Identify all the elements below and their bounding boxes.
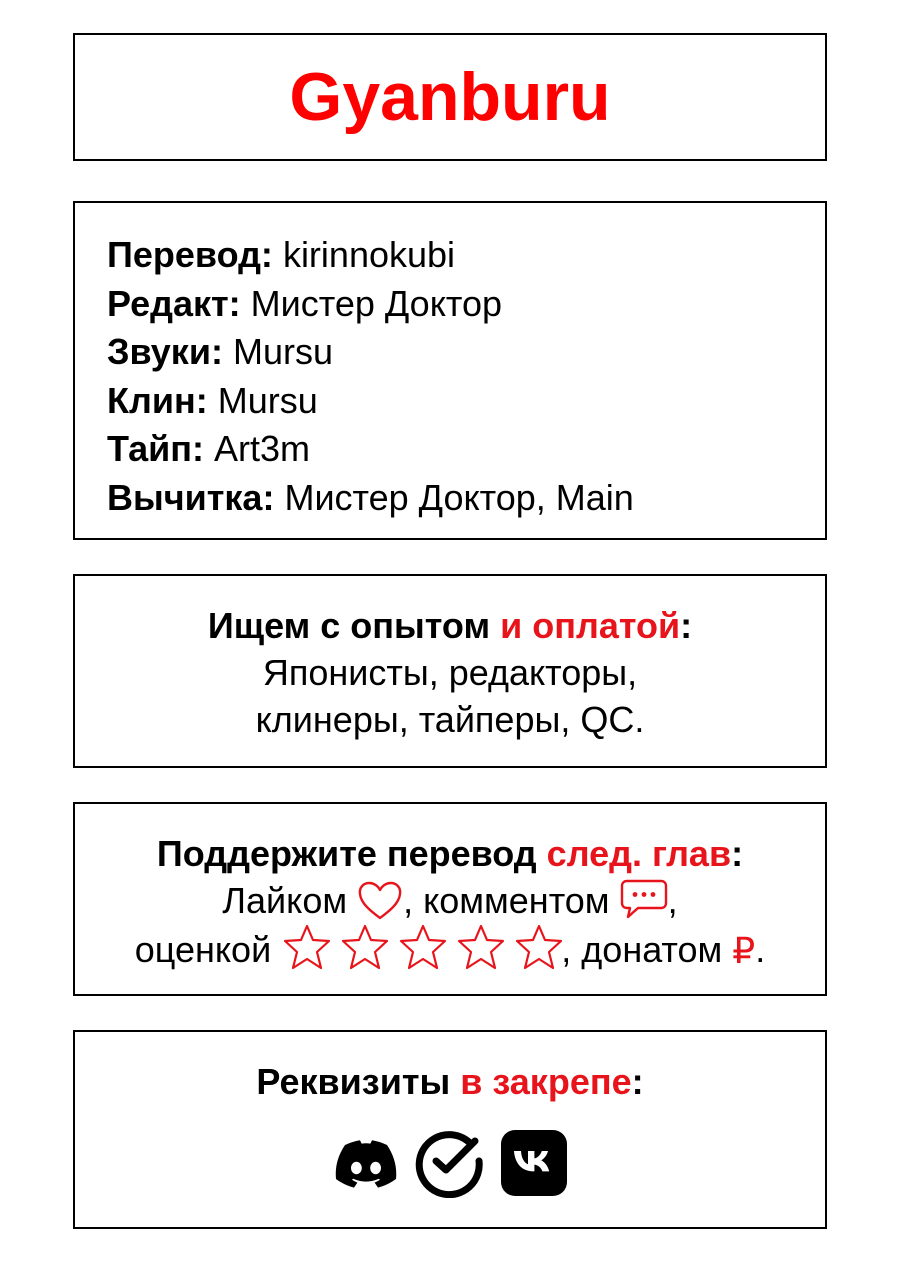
- donate-period: .: [755, 929, 766, 971]
- credit-value: Мистер Доктор, Main: [284, 476, 634, 518]
- credits-list: [107, 231, 634, 522]
- credit-value: kirinnokubi: [282, 234, 456, 275]
- recruit-heading-red: и оплатой: [500, 605, 681, 646]
- links-heading-colon: :: [631, 1061, 644, 1102]
- rating-stars: [281, 924, 561, 981]
- star-icon: [397, 924, 449, 981]
- credit-row-sounds: [107, 328, 634, 377]
- support-text: [75, 830, 825, 981]
- credit-value: Мистер Доктор: [250, 282, 502, 324]
- recruit-heading-colon: :: [680, 605, 693, 646]
- recruit-line-2: клинеры, тайперы, QC.: [255, 699, 645, 740]
- comment-text: , комментом: [403, 880, 610, 921]
- team-title: Gyanburu: [289, 59, 611, 135]
- credit-label: Тайп:: [107, 428, 204, 469]
- links-heading: [75, 1058, 825, 1105]
- heart-icon: [357, 881, 403, 921]
- links-heading-red: в закрепе: [460, 1061, 632, 1102]
- comment-comma: ,: [667, 880, 678, 921]
- credit-value: Art3m: [214, 428, 311, 469]
- title-box: [73, 33, 827, 161]
- credit-label: Редакт:: [107, 282, 241, 324]
- like-text: Лайком: [222, 880, 348, 921]
- support-heading-red: след. глав: [546, 833, 732, 874]
- support-heading-black: Поддержите перевод: [156, 833, 537, 874]
- discord-icon[interactable]: [331, 1128, 401, 1198]
- star-icon: [281, 924, 333, 981]
- social-icons: [75, 1128, 825, 1198]
- credit-label: Клин:: [107, 379, 208, 421]
- sber-icon[interactable]: [415, 1128, 485, 1198]
- support-heading: [75, 830, 825, 877]
- credit-row-typeset: [107, 425, 634, 474]
- credit-label: Звуки:: [107, 331, 223, 372]
- links-box: [73, 1030, 827, 1229]
- recruit-text: [75, 602, 825, 743]
- credit-value: Mursu: [232, 331, 333, 372]
- vk-icon[interactable]: [499, 1128, 569, 1198]
- support-box: [73, 802, 827, 996]
- recruit-heading-black: Ищем с опытом: [207, 605, 491, 646]
- donate-text: , донатом: [561, 929, 723, 971]
- credit-row-editing: [107, 280, 634, 329]
- recruit-box: [73, 574, 827, 768]
- credit-row-proofread: [107, 474, 634, 523]
- comment-icon: [620, 878, 668, 920]
- credit-value: Mursu: [217, 379, 318, 421]
- support-heading-colon: :: [731, 833, 744, 874]
- star-icon: [455, 924, 507, 981]
- credit-label: Перевод:: [107, 234, 273, 275]
- links-heading-black: Реквизиты: [256, 1061, 451, 1102]
- credit-row-clean: [107, 377, 634, 426]
- credit-label: Вычитка:: [107, 476, 275, 518]
- credit-row-translation: [107, 231, 634, 280]
- credits-box: [73, 201, 827, 540]
- star-icon: [513, 924, 565, 981]
- ruble-icon: ₽: [732, 929, 756, 971]
- recruit-line-1: Японисты, редакторы,: [262, 652, 638, 693]
- support-line-1: [75, 877, 825, 924]
- support-line-2: [75, 924, 825, 981]
- rate-text: оценкой: [134, 929, 272, 971]
- recruit-heading: [75, 602, 825, 649]
- star-icon: [339, 924, 391, 981]
